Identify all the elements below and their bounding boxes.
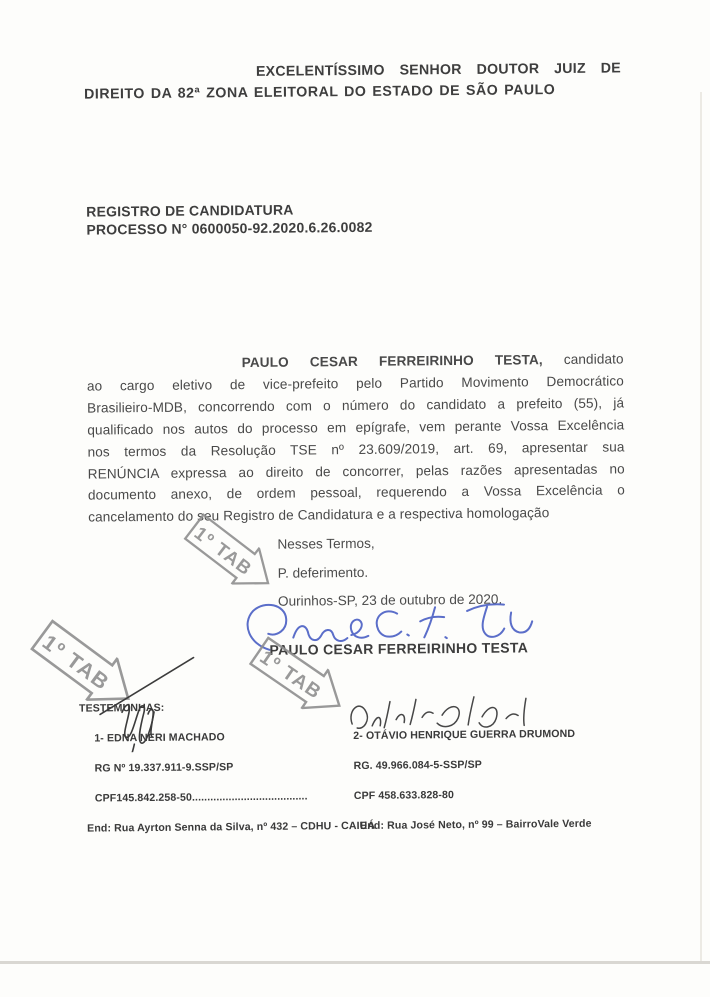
court-header-line2: DIREITO DA 82ª ZONA ELEITORAL DO ESTADO DE SÃO PAULO (84, 82, 556, 103)
petition-line: cancelamento do seu Registro de Candidatura e a respectiva homologação (88, 505, 550, 525)
stamp-label: 1º TAB (255, 646, 326, 705)
witness2-cpf: CPF 458.633.828-80 (353, 789, 455, 803)
petitioner-name: PAULO CESAR FERREIRINHO TESTA, (241, 352, 543, 371)
witness2-name: 2- OTÁVIO HENRIQUE GUERRA DRUMOND (353, 727, 576, 743)
closing-deferment: P. deferimento. (277, 564, 369, 581)
witness1-name: 1- EDNA NERI MACHADO (94, 731, 225, 745)
petition-line-rest: candidato (563, 351, 624, 367)
signatory-printed-name: PAULO CESAR FERREIRINHO TESTA (269, 639, 529, 658)
petition-line: Brasilieiro-MDB, concorrendo com o número do candidato a prefeito (55), já (87, 395, 625, 416)
case-block (86, 201, 373, 239)
petition-line: nos termos da Resolução TSE nº 23.609/2019, art. 69, apresentar sua (87, 439, 625, 460)
court-header-line1: EXCELENTÍSSIMO SENHOR DOUTOR JUIZ DE (255, 60, 621, 80)
court-header (84, 58, 621, 105)
scan-page-bottom-edge (0, 961, 710, 964)
petition-line: RENÚNCIA expressa ao direito de concorrer, pelas razões apresentadas no (87, 460, 625, 482)
stamp-label: 1º TAB (190, 522, 257, 580)
petition-line: qualificado nos autos do processo em epígrafe, vem perante Vossa Excelência (87, 417, 625, 438)
petition-line: documento anexo, de ordem pessoal, requerendo a Vossa Excelência o (87, 482, 626, 504)
witness1-rg: RG Nº 19.337.911-9.SSP/SP (94, 761, 234, 775)
petition-body (87, 348, 626, 528)
scan-page-right-edge (700, 92, 702, 962)
witness2-rg: RG. 49.966.084-5-SSP/SP (353, 758, 482, 773)
closing-date-line: Ourinhos-SP, 23 de outubro de 2020. (277, 591, 503, 609)
petition-line: ao cargo eletivo de vice-prefeito pelo Partido Movimento Democrático (86, 373, 624, 394)
closing-terms: Nesses Termos, (277, 535, 375, 552)
witnesses-heading: TESTEMUNHAS: (78, 701, 165, 715)
witness1-cpf: CPF145.842.258-50...................................... (94, 790, 308, 805)
case-title: REGISTRO DE CANDIDATURA (86, 201, 294, 220)
witness2-address: End: Rua José Neto, nº 99 – BairroVale Verde (360, 817, 592, 832)
witness1-address: End: Rua Ayrton Senna da Silva, nº 432 – CDHU - CAIUÁ (87, 819, 376, 835)
case-process-number: PROCESSO N° 0600050-92.2020.6.26.0082 (86, 218, 373, 238)
stamp-label: 1º TAB (37, 630, 115, 696)
